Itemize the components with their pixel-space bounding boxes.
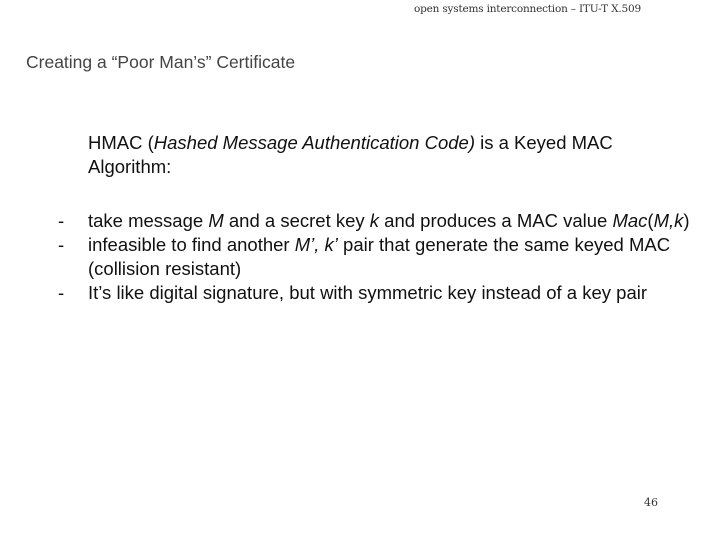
bullet-text: and produces a MAC value <box>379 210 613 231</box>
bullet-emph: M,k <box>653 210 684 231</box>
bullet-emph: M’, k’ <box>294 234 338 255</box>
bullet-text: pair that generate the same keyed MAC (collision resistant) <box>88 234 671 279</box>
bullet-text: ) <box>683 210 690 231</box>
bullet-emph: Mac <box>612 210 648 231</box>
bullet-text: infeasible to find another <box>88 234 295 255</box>
intro-text-2: Hashed Message Authentication Code) <box>153 132 475 153</box>
slide-header: open systems interconnection – ITU-T X.509 <box>414 3 641 15</box>
page-number: 46 <box>644 496 658 509</box>
bullet-list <box>58 209 698 305</box>
bullet-item <box>58 233 698 281</box>
bullet-dash: - <box>58 210 65 231</box>
bullet-text: ( <box>647 210 654 231</box>
intro-paragraph <box>88 131 698 179</box>
intro-text-1: HMAC ( <box>88 132 154 153</box>
slide-title: Creating a “Poor Man’s” Certificate <box>26 52 296 72</box>
bullet-text: It’s like digital signature, but with symmetric key instead of a key pair <box>88 282 648 303</box>
bullet-emph: k <box>369 210 380 231</box>
bullet-item <box>58 209 698 233</box>
bullet-text: take message <box>88 210 209 231</box>
bullet-emph: M <box>208 210 224 231</box>
bullet-dash: - <box>58 234 65 255</box>
intro-text-3: is a Keyed MAC Algorithm: <box>88 132 613 177</box>
bullet-item <box>58 281 698 305</box>
bullet-dash: - <box>58 282 65 303</box>
bullet-text: and a secret key <box>223 210 370 231</box>
